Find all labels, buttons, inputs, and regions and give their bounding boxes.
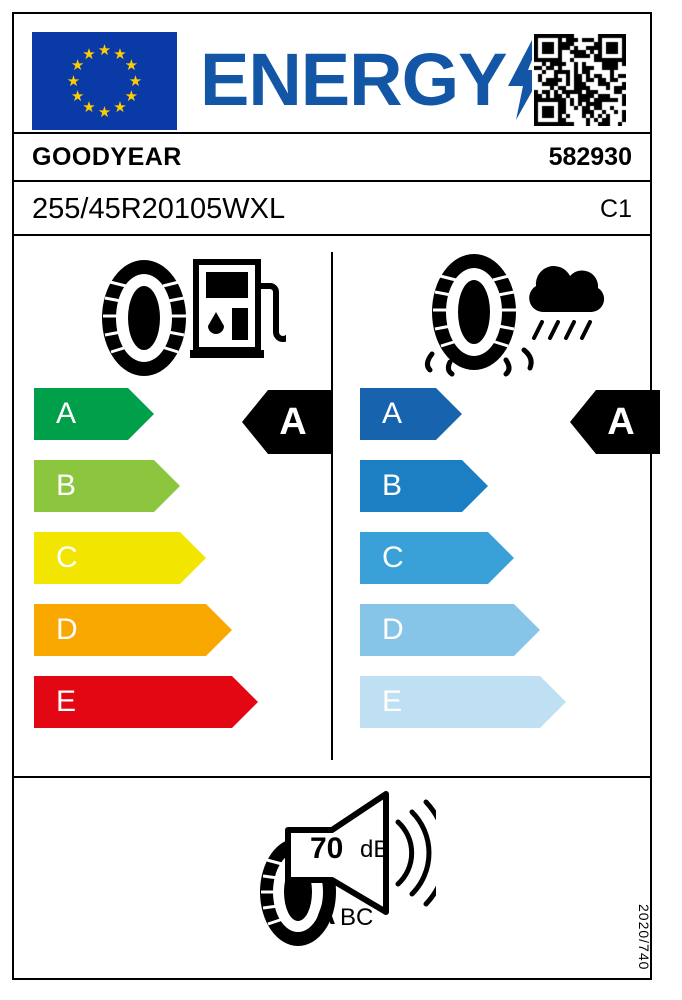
wet-grip-grade-d: [360, 604, 540, 656]
fuel-grade-a: [34, 388, 154, 440]
sku-number: 582930: [548, 143, 632, 171]
rain-cloud-icon: [529, 266, 604, 338]
eu-star-icon: ★: [70, 57, 85, 74]
fuel-grade-row: [14, 532, 332, 604]
fuel-grade-row: [14, 604, 332, 676]
fuel-grade-letter: C: [56, 541, 78, 574]
fuel-pump-icon: [190, 262, 286, 358]
wet-tyre-icon: [427, 254, 531, 374]
wet-grip-grade-letter: A: [382, 397, 403, 430]
eu-star-icon: ★: [113, 45, 127, 63]
eu-star-icon: ★: [97, 103, 112, 121]
wet-grip-grade-row: [332, 460, 650, 532]
energy-label-card: [12, 12, 652, 980]
wet-grip-grade-row: [332, 676, 650, 748]
fuel-grade-e: [34, 676, 258, 728]
eu-star-icon: ★: [124, 88, 139, 105]
fuel-result-letter: A: [279, 401, 307, 443]
fuel-grade-d: [34, 604, 232, 656]
brand-name: GOODYEAR: [32, 143, 182, 171]
noise-section: [14, 778, 650, 984]
wet-grip-grade-row: [332, 388, 650, 460]
wet-grip-grade-list: [332, 388, 650, 748]
fuel-grade-row: [14, 460, 332, 532]
fuel-efficiency-panel: [14, 236, 332, 776]
wet-grip-grade-row: [332, 604, 650, 676]
fuel-grade-row: [14, 676, 332, 748]
qr-code-icon: [532, 32, 632, 132]
eu-star-icon: ★: [113, 99, 127, 117]
wet-grip-result-letter: A: [607, 401, 635, 443]
wet-grip-grade-letter: E: [382, 685, 403, 718]
wet-grip-grade-a: [360, 388, 462, 440]
wet-grip-grade-b: [360, 460, 488, 512]
wet-grip-grade-letter: B: [382, 469, 403, 502]
fuel-grade-letter: A: [56, 397, 77, 430]
fuel-grade-b: [34, 460, 180, 512]
size-row: [14, 182, 650, 236]
eu-star-icon: ★: [66, 72, 81, 90]
fuel-grade-letter: B: [56, 469, 77, 502]
label-header: [14, 14, 650, 132]
eu-star-icon: ★: [82, 45, 96, 63]
fuel-grade-list: [14, 388, 332, 748]
wet-grip-grade-letter: C: [382, 541, 404, 574]
wet-grip-panel: [332, 236, 650, 776]
noise-pictogram: [236, 788, 436, 968]
regulation-date: 2020/740: [636, 903, 652, 970]
wet-grip-grade-letter: D: [382, 613, 404, 646]
wet-grip-grade-e: [360, 676, 566, 728]
eu-star-icon: ★: [128, 72, 143, 90]
tyre-size: 255/45R20105WXL: [32, 193, 286, 225]
wet-grip-grade-row: [332, 532, 650, 604]
noise-class-rest: BC: [340, 904, 374, 931]
noise-unit: dB: [360, 836, 390, 863]
noise-class-selected: A: [314, 898, 336, 931]
brand-row: [14, 132, 650, 182]
eu-star-icon: ★: [97, 41, 112, 59]
fuel-pictogram: [86, 250, 286, 380]
tyre-icon: [102, 260, 186, 376]
eu-star-icon: ★: [70, 88, 85, 105]
rain-pictogram: [402, 250, 612, 380]
grade-panels: [14, 236, 650, 778]
tyre-class: C1: [600, 195, 632, 223]
eu-star-icon: ★: [82, 99, 96, 117]
fuel-grade-letter: E: [56, 685, 77, 718]
noise-value: 70: [310, 832, 344, 865]
eu-flag-icon: [32, 32, 177, 130]
fuel-grade-row: [14, 388, 332, 460]
fuel-grade-letter: D: [56, 613, 78, 646]
wet-grip-grade-c: [360, 532, 514, 584]
eu-star-icon: ★: [124, 57, 139, 74]
page-title: ENERGY: [200, 38, 507, 121]
fuel-grade-c: [34, 532, 206, 584]
